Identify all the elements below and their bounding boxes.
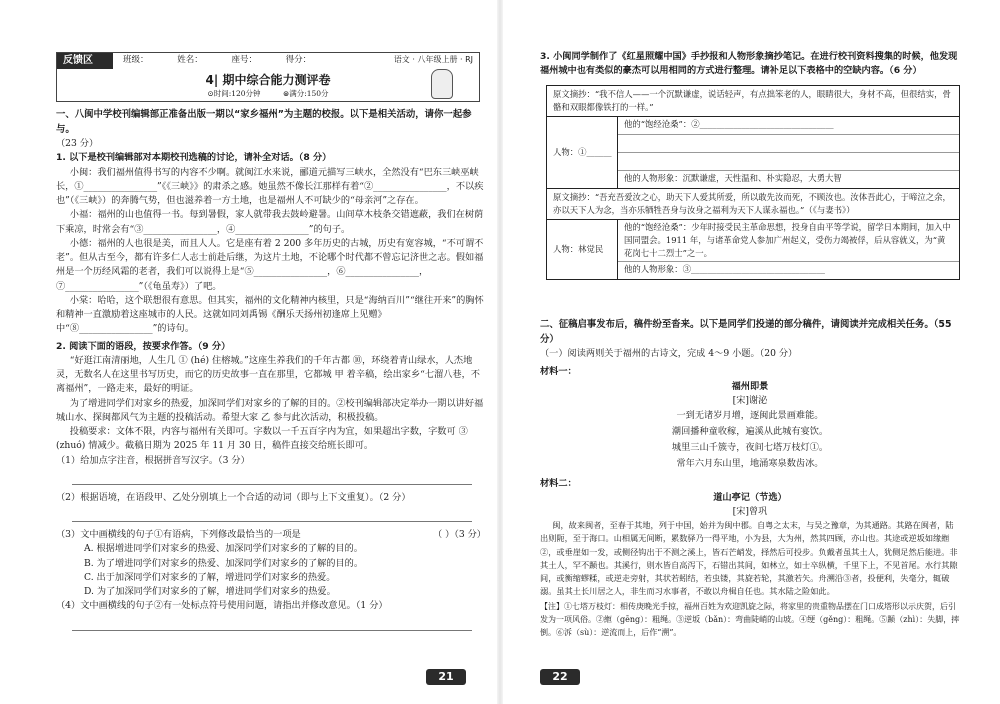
q2-option-d[interactable]: D. 为了加深同学们对家乡的了解，增进同学们对家乡的热爱。: [84, 586, 336, 598]
person-1-label[interactable]: 人物：①______: [547, 117, 618, 188]
field-seat: 座号：: [231, 55, 257, 65]
q1-dialog-1: 小闽：我们福州值得书写的内容不少啊。就闽江水来说，郦道元描写三峡水，全然没有“巴东三峡巫峡长，①________________”《《三峡》》的肃杀之感。她虽然不像长江那样有着“②________________，不以疾也”（《三峡》）的奔腾气势，但也滋养着一方土地，也是福州人不可缺少的“母亲河”之存在。: [56, 166, 484, 207]
q2-title: 2. 阅读下面的语段，按要求作答。（9 分）: [56, 340, 231, 352]
q1-dialog-2: 小福：福州的山也值得一书。每到暑假，家人就带我去鼓岭避暑。山间草木枝条交错遮蔽，我们在树荫下乘凉，时常会有“③________________，④________________”的句子。: [56, 209, 484, 235]
material-2-title: 道山亭记（节选）: [713, 491, 787, 503]
answer-line-q2-4[interactable]: [72, 618, 472, 631]
q1-dialog-4: 小棠：哈哈，这个联想很有意思。但其实，福州的文化精神内核里，只是“海纳百川”“继往开来”的胸怀和精神一直激励着这座城市的人民。这就如同刘禹锡《酬乐天扬州初逢席上见赠》中“⑧________________”的诗句。: [56, 294, 484, 335]
section2-sub1: （一）阅读两则关于福州的古诗文，完成 4～9 小题。（20 分）: [540, 348, 798, 360]
poem-line: 常年六月东山里，地涌寒泉数齿冰。: [676, 458, 824, 470]
person-2-group: [547, 220, 959, 279]
test-header: [56, 52, 480, 102]
material-1-author: [宋]谢泌: [732, 394, 768, 406]
q3-block: [540, 50, 960, 79]
section-1: [56, 108, 486, 637]
excerpt-1: 原文摘抄：“我不信人——一个沉默谦虚，说话轻声，有点拙笨老的人，眼睛很大，身材不高，但很结实，骨骼和双眼都像铁打的一样。”: [547, 86, 959, 117]
person-1-line: 他的人物形象：沉默谦虚，天性温和、朴实隐忍，大勇大智: [624, 173, 842, 184]
student-fields: [123, 54, 337, 67]
q2-passage-3: 投稿要求：文体不限，内容与福州有关即可。字数以一千五百字内为宜，如果超出字数，字数可 ③ (zhuó) 情减少。截稿日期为 2025 年 11 月 30 日，稿件直接交给班长即可。: [56, 426, 468, 452]
person-2-lines: [618, 220, 959, 279]
q1-dialog-3: 小德：福州的人也很是美，而且人人。它是座有着 2 200 多年历史的古城，历史有宽容城，“不可谓不老”。但从古至今，都有许多仁人志士前赴后继，为这片土地，不论哪个时代都不曾忘记济世之志。假如福州是一个历经风霜的老者，我们可以说得上是“⑤________________，⑥________________，⑦________________”（《龟虽寿》）了吧。: [56, 237, 484, 292]
section2-heading: 二、征稿启事发布后，稿件纷至沓来。以下是同学们投递的部分稿件，请阅读并完成相关任务。（55 分）: [540, 319, 952, 345]
poem-lines: [540, 408, 960, 472]
poem-line: 城里三山千簇寺，夜间七塔万枝灯①。: [671, 442, 829, 454]
q3-title: 3. 小闽同学制作了《红星照耀中国》手抄报和人物形象摘抄笔记。在进行校刊资料搜集的时候，他发现福州城中也有类似的豪杰可以用相同的方式进行整理。请补足以下表格中的空缺内容。（6 分）: [540, 51, 958, 77]
person-1-line[interactable]: [618, 135, 959, 153]
page-right: [520, 0, 960, 704]
q2-passage-2: 为了增进同学们对家乡的热爱，加深同学们对家乡的了解的目的。②校刊编辑部决定举办一期以讲好福城山水、探闽都风气为主题的投稿活动。希望大家 乙 参与此次活动，积极投稿。: [56, 397, 484, 423]
section-2: [540, 318, 960, 639]
section1-score: （23 分）: [56, 138, 99, 150]
person-1-line[interactable]: [618, 153, 959, 171]
q2-sub2: （2）根据语境，在语段甲、乙处分别填上一个合适的动词（即与上下文重复）。（2 分）: [56, 491, 411, 503]
material-1-label: 材料一：: [540, 366, 577, 378]
feedback-tag: 反馈区: [57, 53, 113, 69]
material-2-label: 材料二：: [540, 477, 577, 489]
q2-sub3-paren[interactable]: （ ）（3 分）: [432, 529, 486, 541]
page-number-right: 22: [540, 669, 580, 685]
page-fold: [497, 0, 503, 704]
material-2-text: 闽，故来闽者，至春于其地，列于中国，始并为闽中郡。自粤之太末，与吴之豫章，为其通路。其路在闽者，陆出则阨，至于海口。山相属无间断，累数驿乃一得平地，小为县，大为州，然其四顾，亦山也。其途或逆坂如缘縆②，或垂崖如一发，或侧径钩出于不测之溪上，皆石芒峭发，择然后可投步。负戴者虽其土人，犹侧足然后能进。非其土人，罕不踬也。其溪行，则水皆自高泻下，石错出其间，如林立，如士卒纵横，千里下上，不见首尾。水行其隙间，或衡缩蟉糅，或逆走旁射，其状若蚓结，若虫镂，其旋若轮，其激若矢。舟溯沿③者，投便利，失毫分，辄破溺。虽其土长川居之人，非生而习水事者，不敢以舟楫自任也。其水陆之险如此。: [540, 520, 958, 596]
mascot-icon: [431, 69, 453, 99]
answer-line-q2-2[interactable]: [72, 509, 472, 522]
page-number-left: 21: [426, 669, 466, 685]
q2-option-a[interactable]: A. 根据增进同学们对家乡的热爱、加深同学们对家乡的了解的目的。: [84, 543, 363, 555]
poem-line: 一到无诸岁月增，逐闽此景画难能。: [676, 410, 824, 422]
field-score: 得分：: [285, 55, 312, 65]
q2-sub3-text: （3）文中画横线的句子①有语病，下列修改最恰当的一项是: [56, 529, 301, 541]
material-2-author: [宋]曾巩: [732, 506, 768, 518]
q2-sub3: [56, 528, 486, 542]
person-1-lines: [618, 117, 959, 188]
material-1-title: 福州即景: [731, 380, 769, 392]
excerpt-2: 原文摘抄：“吾充吾爱汝之心，助天下人爱其所爱，所以敢先汝而死，不顾汝也。汝体吾此心，于啼泣之余，亦以天下人为念，当亦乐牺牲吾身与汝身之福利为天下人谋永福也。”（《与妻书》）: [547, 189, 959, 220]
person-1-group: [547, 117, 959, 189]
person-2-label: 人物：林觉民: [547, 220, 618, 279]
section1-heading: 一、八闽中学校刊编辑部正准备出版一期以“家乡福州”为主题的校报。以下是相关活动，请你一起参与。: [56, 109, 472, 135]
answer-line-q2-1[interactable]: [72, 472, 472, 485]
field-class: 班级：: [123, 55, 149, 65]
q2-option-b[interactable]: B. 为了增进同学们对家乡的热爱、加深同学们对家乡的了解的目的。: [84, 557, 364, 569]
q1-title: 1. 以下是校刊编辑部对本期校刊选稿的讨论，请补全对话。（8 分）: [56, 152, 332, 164]
q2-sub4: （4）文中画横线的句子②有一处标点符号使用问题，请指出并修改意见。（1 分）: [56, 600, 388, 612]
person-2-line[interactable]: 他的人物形象：③________________________________: [624, 264, 825, 275]
character-table: [546, 85, 960, 280]
person-1-line[interactable]: 他的“饱经沧桑”：②________________________________: [618, 117, 959, 135]
person-2-line: 他的“饱经沧桑”：少年时接受民主革命思想，投身自由平等学说，留学日本期间，加入中国同盟会。1911 年，与诸革命党人参加广州起义，受伤力竭被俘，后从容就义，为“黄花岗七十二烈士”之一。: [618, 220, 959, 262]
subject-label: 语文 · 八年级上册 · RJ: [393, 55, 473, 64]
annotation-note: 【注】①七塔万枝灯：相传庚晚光手掠，福州百姓为欢迎凯旋之际，将家里的贵重物品摆在门口成塔形以示庆贺，后引发为一项风俗。②縆（gēng）：粗绳。③逆坂（bǎn）：弯曲陡峭的山坡。④绠（gěng）：粗绳。⑤踬（zhì）：失脚，摔倒。⑥泝（sù）：逆流而上，后作“溯”。: [540, 602, 960, 637]
q2-sub1: （1）给加点字注音，根据拼音写汉字。（3 分）: [56, 454, 250, 466]
test-meta: ⊙时间:120分钟 ⊜满分:150分: [207, 89, 329, 98]
field-name: 姓名：: [177, 55, 203, 65]
test-title: 4| 期中综合能力测评卷: [205, 73, 331, 87]
q2-option-c[interactable]: C. 出于加深同学们对家乡的了解，增进同学们对家乡的热爱。: [84, 571, 336, 583]
poem-line: 潮回播种童收稼，遍溪从此城有宴饮。: [671, 426, 829, 438]
page-left: [40, 0, 486, 704]
q2-passage-1: “好逛江南清丽地，人生几 ① (hé) 住榕城。”这座生养我们的千年古都 ⑩，环绕着青山绿水，人杰地灵，无数名人在这里书写历史，而它的历史故事一直在那里，它都城 甲 着辛稿，绘出家乡“七溜八巷，不离福州”，一路走来，最好的明证。: [56, 354, 480, 395]
